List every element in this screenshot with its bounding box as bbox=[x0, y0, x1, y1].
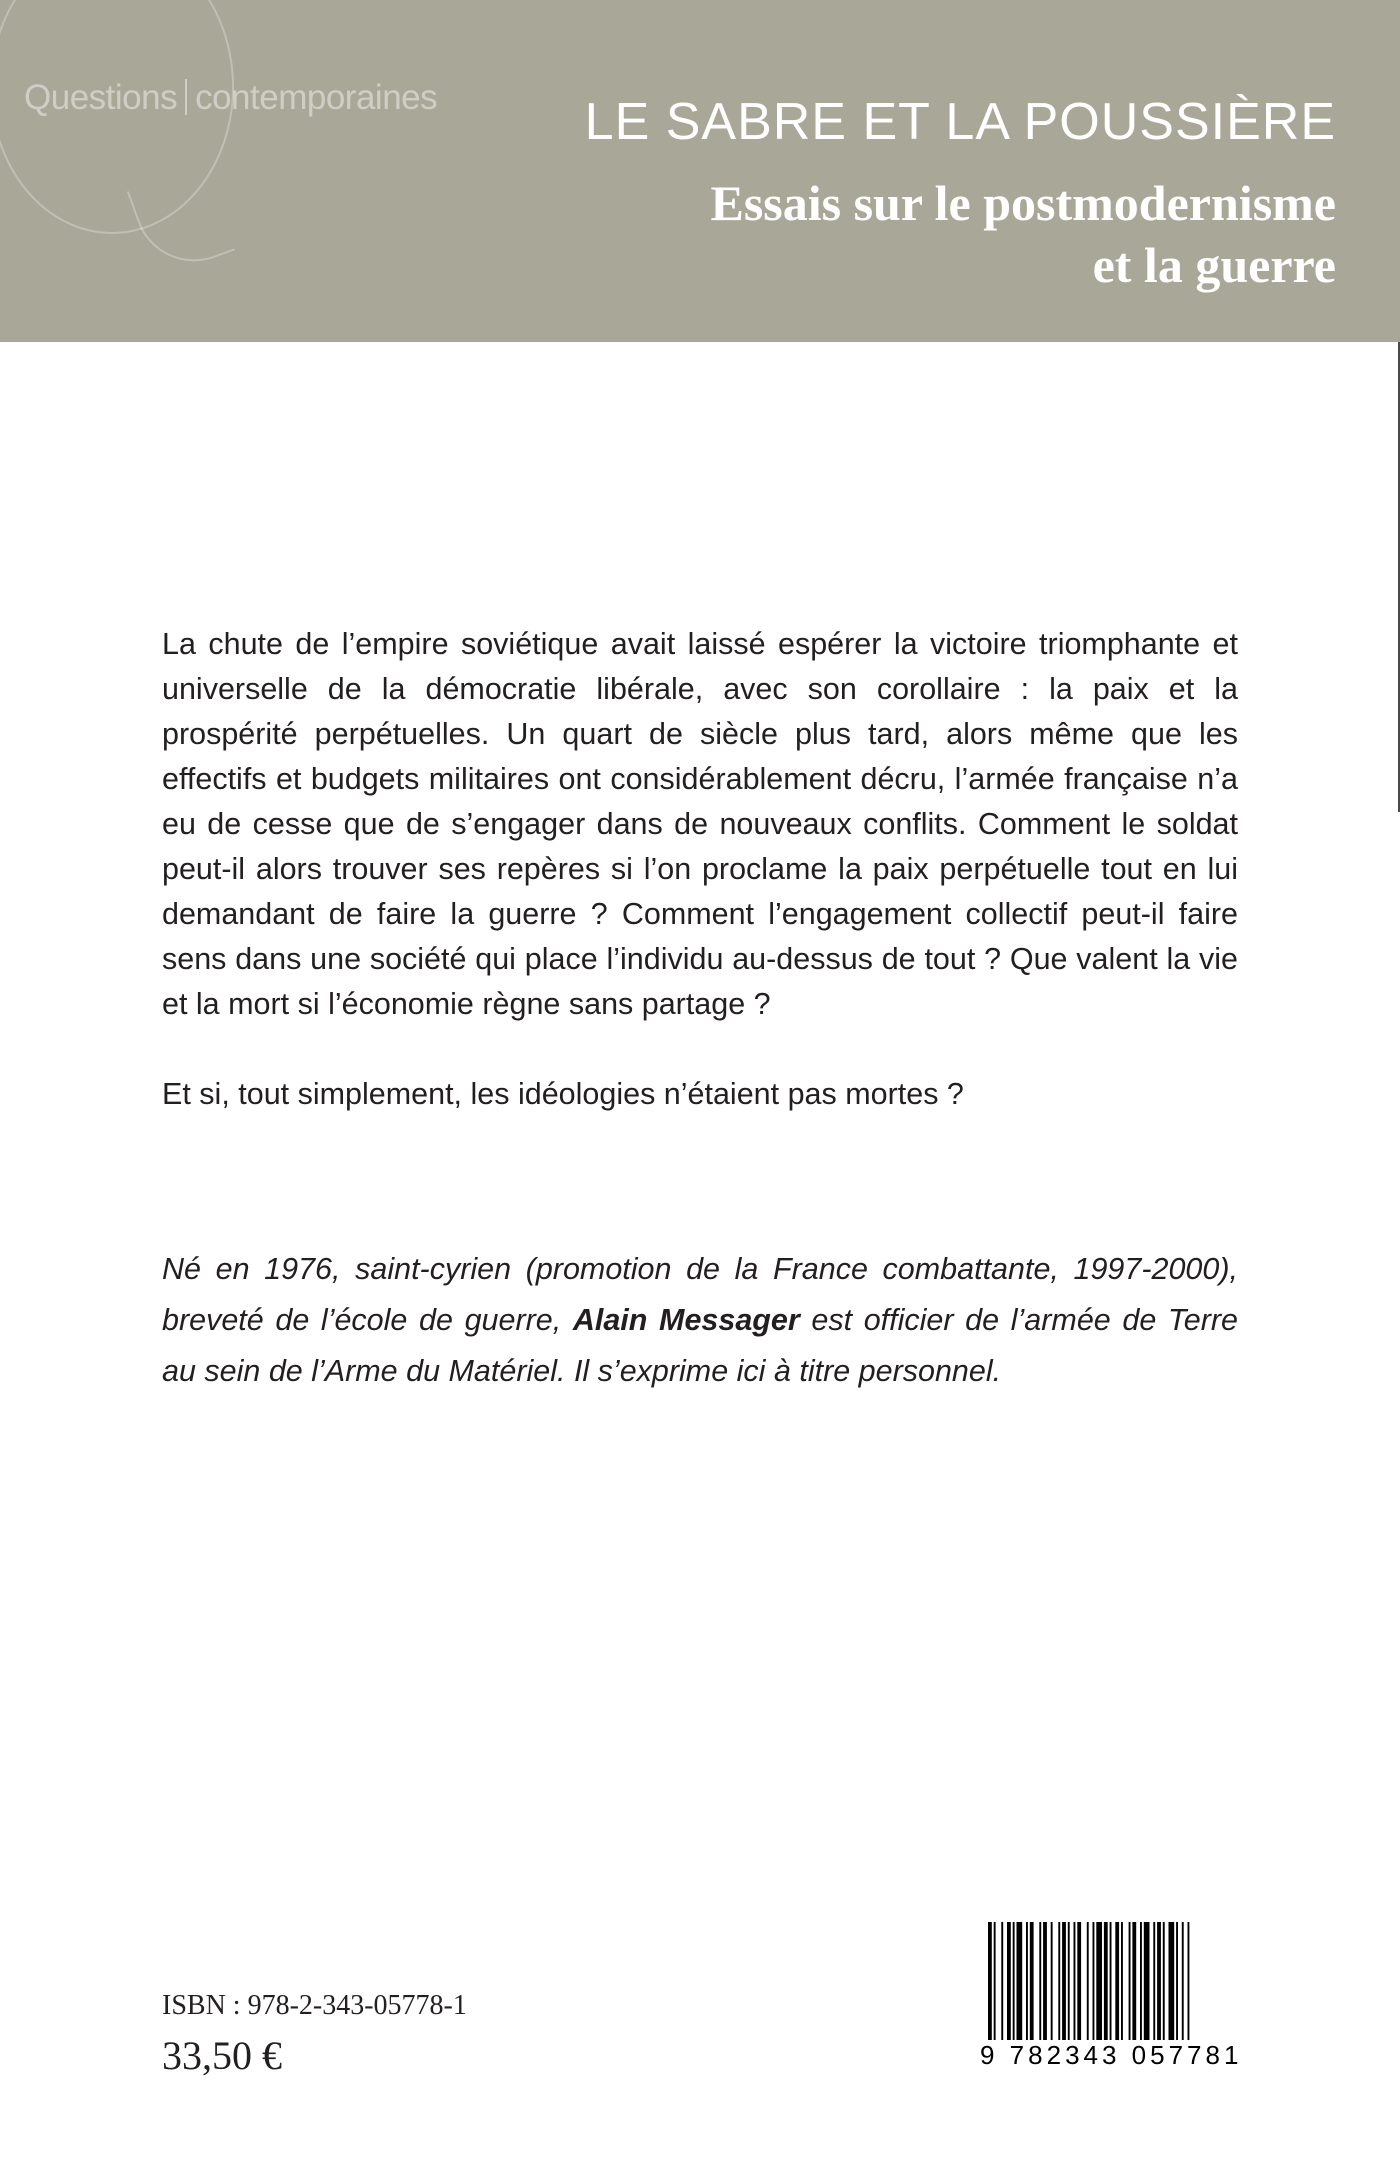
barcode-bar bbox=[988, 1922, 992, 2040]
barcode-digits: 9 782343 057781 bbox=[980, 2040, 1243, 2070]
barcode-bar bbox=[1104, 1922, 1108, 2040]
summary-paragraph: Et si, tout simplement, les idéologies n’étaient pas mortes ? bbox=[162, 1077, 964, 1111]
barcode-bar bbox=[1110, 1922, 1112, 2040]
barcode-bar bbox=[1068, 1922, 1070, 2040]
barcode-bar bbox=[1051, 1922, 1053, 2040]
barcode-bar bbox=[1169, 1922, 1175, 2040]
barcode-bar bbox=[1121, 1922, 1123, 2040]
barcode-bars-icon bbox=[980, 1922, 1240, 2042]
bio-text-before: Né en 1976, saint-cyrien (promotion de la France combattante, 1997-2000), breveté de l’école de guerre, bbox=[162, 1252, 1238, 1337]
book-title: LE SABRE ET LA POUSSIÈRE bbox=[584, 93, 1336, 151]
barcode-bar bbox=[1163, 1922, 1165, 2040]
summary-paragraph: La chute de l’empire soviétique avait laissé espérer la victoire triomphante et universelle de la démocratie libérale, avec son corollaire : la paix et la prospérité perpétuelles. Un quart de siècle plus tard, alors même que les effectifs et budgets militaires ont considérablement décru, l’armée française n’a eu de cesse que de s’engager dans de nouveaux conflits. Comment le soldat peut-il alors trouver ses repères si l’on proclame la paix perpétuelle tout en lui demandant de faire la guerre ? Comment l’engagement collectif peut-il faire sens dans une société qui place l’individu au-dessus de tout ? Que valent la vie et la mort si l’économie règne sans partage ? bbox=[162, 627, 1238, 1021]
barcode-bar bbox=[1026, 1922, 1028, 2040]
barcode-bar bbox=[1001, 1922, 1003, 2040]
barcode-bar bbox=[1176, 1922, 1178, 2040]
collection-name-part2: contemporaines bbox=[195, 78, 438, 117]
isbn-label: ISBN : 978-2-343-05778-1 bbox=[162, 1990, 467, 2021]
barcode-bar bbox=[1017, 1922, 1023, 2040]
barcode-bar bbox=[1129, 1922, 1131, 2040]
barcode-bar bbox=[1153, 1922, 1155, 2040]
book-subtitle-line2: et la guerre bbox=[1092, 237, 1336, 293]
barcode-bar bbox=[1188, 1922, 1190, 2040]
collection-name-part1: Questions bbox=[24, 78, 178, 117]
barcode-bar bbox=[1043, 1922, 1047, 2040]
barcode-bar bbox=[1157, 1922, 1161, 2040]
barcode-bar bbox=[1039, 1922, 1041, 2040]
barcode-bar bbox=[1140, 1922, 1142, 2040]
author-name: Alain Messager bbox=[572, 1303, 800, 1337]
barcode-bar bbox=[1077, 1922, 1081, 2040]
barcode-bar bbox=[1144, 1922, 1150, 2040]
barcode-bar bbox=[1093, 1922, 1095, 2040]
barcode-bar bbox=[1182, 1922, 1184, 2040]
price-label: 33,50 € bbox=[162, 2033, 282, 2078]
barcode-bar bbox=[1115, 1922, 1119, 2040]
barcode-bar bbox=[1074, 1922, 1076, 2040]
barcode-bar bbox=[1062, 1922, 1066, 2040]
barcode-bar bbox=[1132, 1922, 1136, 2040]
barcode-bar bbox=[1013, 1922, 1015, 2040]
book-subtitle bbox=[710, 172, 1336, 296]
barcode-bar bbox=[1096, 1922, 1102, 2040]
barcode-bar bbox=[994, 1922, 996, 2040]
bio-text-after: est officier de l’armée de Terre au sein de l’Arme du Matériel. Il s’exprime ici à titre personnel. bbox=[162, 1303, 1238, 1388]
barcode-bar bbox=[1030, 1922, 1034, 2040]
cover-header bbox=[0, 0, 1400, 342]
barcode-bar bbox=[1087, 1922, 1089, 2040]
collection-separator bbox=[185, 79, 187, 115]
book-summary bbox=[162, 622, 1238, 1117]
barcode-bar bbox=[1058, 1922, 1060, 2040]
book-subtitle-line1: Essais sur le postmodernisme bbox=[710, 175, 1336, 231]
barcode bbox=[980, 1922, 1243, 2082]
author-bio bbox=[162, 1244, 1238, 1397]
collection-name bbox=[24, 78, 437, 118]
barcode-bar bbox=[1007, 1922, 1011, 2040]
